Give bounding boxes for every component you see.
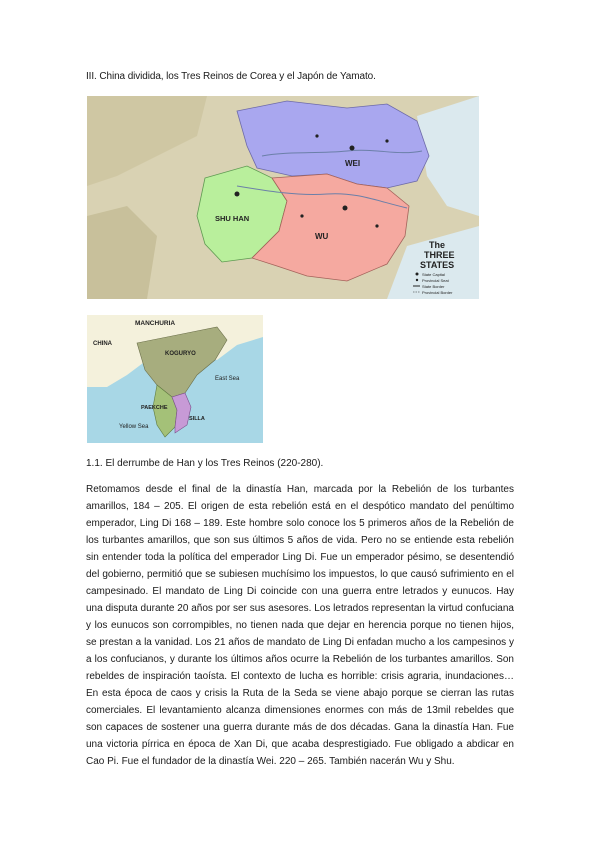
korea-map xyxy=(87,315,263,443)
map-label-east-sea: East Sea xyxy=(215,376,240,382)
chapter-heading: III. China dividida, los Tres Reinos de Corea y el Japón de Yamato. xyxy=(86,71,376,82)
body-paragraph xyxy=(86,481,514,770)
svg-text:Provincial Seat: Provincial Seat xyxy=(422,278,449,283)
three-states-map xyxy=(87,96,479,299)
map-label-manchuria: MANCHURIA xyxy=(135,320,176,327)
map-label-silla: SILLA xyxy=(189,416,205,422)
section-title: 1.1. El derrumbe de Han y los Tres Reinos (220-280). xyxy=(86,458,324,469)
svg-text:Provincial Border: Provincial Border xyxy=(422,290,453,295)
svg-text:STATES: STATES xyxy=(420,260,455,270)
map-label-koguryo: KOGURYO xyxy=(165,351,196,357)
map-label-china: CHINA xyxy=(93,341,112,347)
map-label-paekche: PAEKCHE xyxy=(141,405,168,411)
map-label-shu-han: SHU HAN xyxy=(215,214,250,223)
map-label-wei: WEI xyxy=(345,159,361,168)
map-label-yellow-sea: Yellow Sea xyxy=(119,424,149,430)
map-label-wu: WU xyxy=(315,232,329,241)
paragraph-text: Retomamos desde el final de la dinastía Han, marcada por la Rebelión de los turbantes amarillos, 184 – 205. El origen de esta rebelión está en el despótico mandato del penúltimo emperador, Ling Di 168 – 189. Este hombre solo conoce los 5 primeros años de la Rebelión de los turbantes amarillos, que son sus últimos 5 años de vida. Pero no se entiende esta rebelión sin entender toda la política del emperador Ling Di. Fue un emperador pésimo, se desentendió del gobierno, permitió que se subiesen muchísimo los impuestos, lo que causó sufrimiento en el campesinado. El mandato de Ling Di coincide con una guerra entre letrados y eunucos. Hay una disputa durante 20 años por ser sus asesores. Los letrados representan la virtud confuciana y los eunucos son corrompibles, no tienen nada que dejar en herencia porque no tienen hijos, se prestan a la vanidad. Los 21 años de mandato de Ling Di enfadan mucho a los campesinos y a los confucianos, y durante los últimos años ocurre la Rebelión de los turbantes amarillos. Son rebeldes de inspiración taoísta. El contexto de lucha es horrible: crisis agraria, inundaciones… En esta época de caos y crisis la Ruta de la Seda se viene abajo porque se cierran las rutas comerciales. El levantamiento alcanza dimensiones enormes con más de 13mil rebeldes que son capaces de sostener una guerra durante más de dos décadas. Gana la dinastía Han. Fue una victoria pírrica en época de Xan Di, que acaba desprestigiado. Fue obligado a abdicar en Cao Pi. Fue el fundador de la dinastía Wei. 220 – 265. También nacerán Wu y Shu. xyxy=(86,484,514,767)
svg-text:The: The xyxy=(429,240,446,250)
svg-text:THREE: THREE xyxy=(424,250,455,260)
svg-text:State Border: State Border xyxy=(422,284,445,289)
svg-text:State Capital: State Capital xyxy=(422,272,445,277)
